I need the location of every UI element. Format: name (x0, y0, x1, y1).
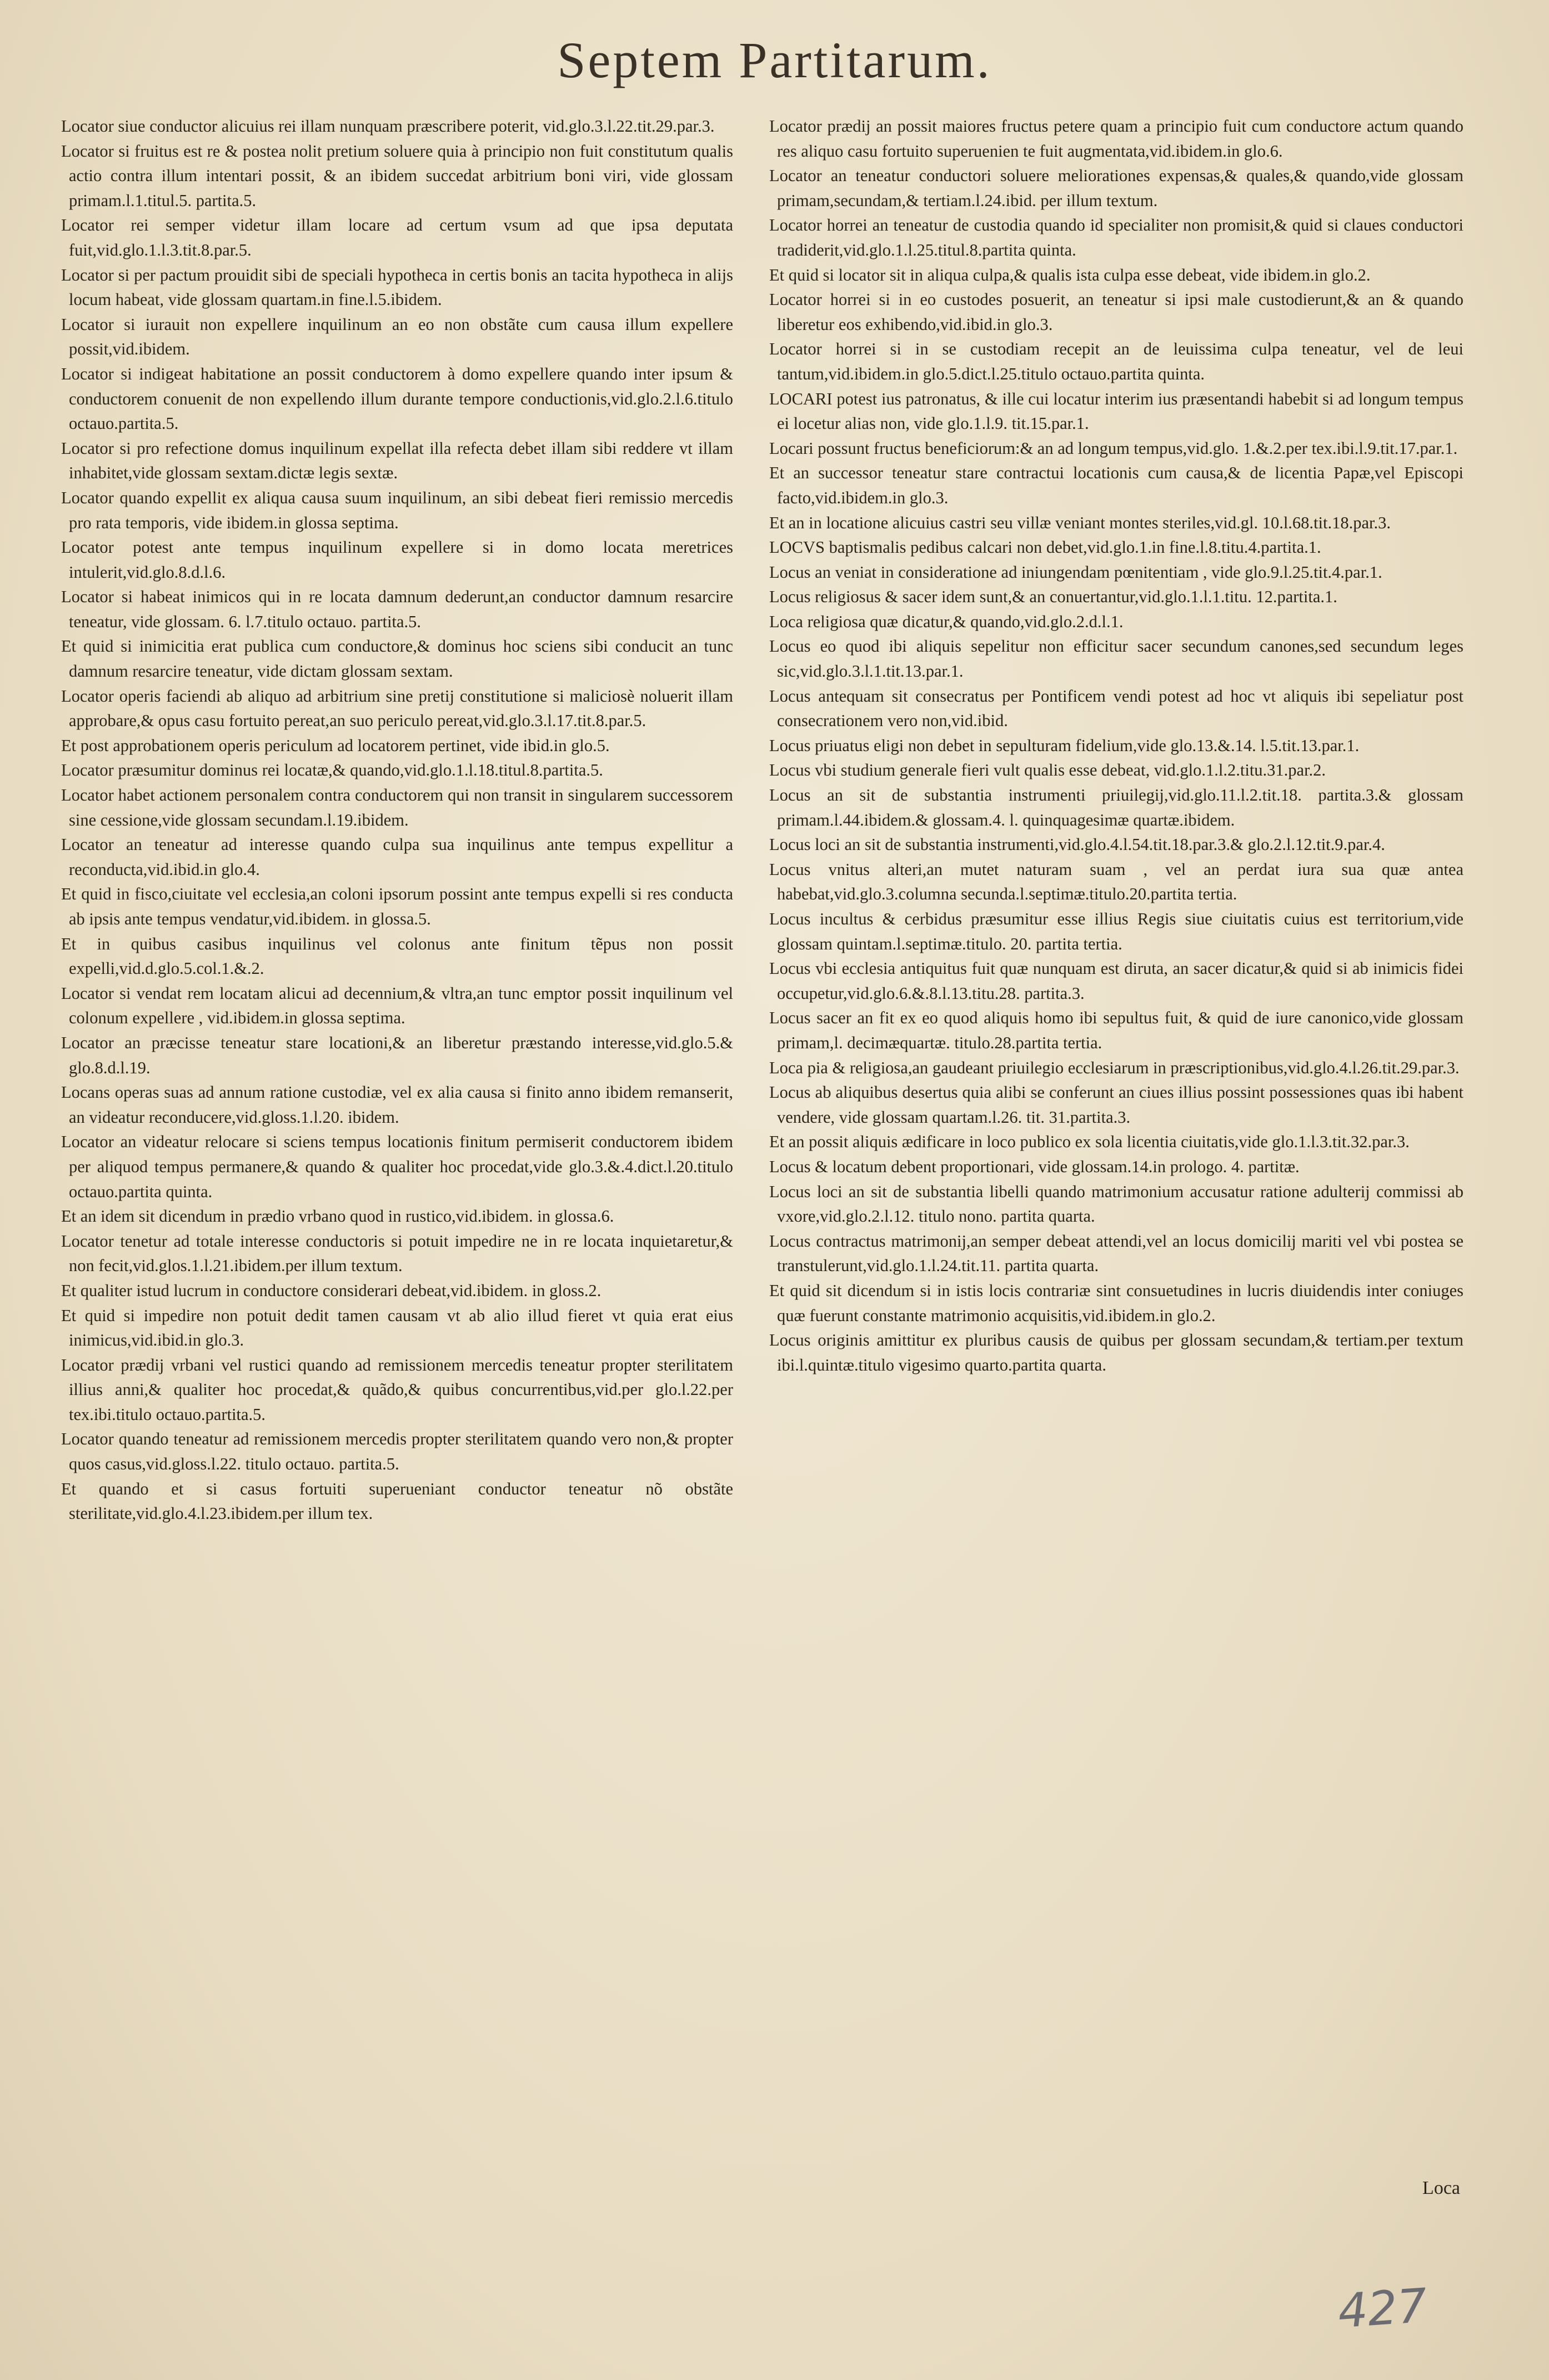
index-entry: Loca religiosa quæ dicatur,& quando,vid.glo.2.d.l.1. (769, 612, 1124, 631)
folio-number: 427 (1336, 2278, 1429, 2339)
index-entry: LOCARI potest ius patronatus, & ille cui locatur interim ius præsentandi habebit si ad longum tempus ei locetur alias non, vide glo.1.l.9. tit.15.par.1. (769, 389, 1463, 433)
index-entry: Locator prædij vrbani vel rustici quando ad remissionem mercedis teneatur propter sterilitatem illius anni,& qualiter hoc procedat,& quãdo,& quibus concurrentibus,vid.per glo.l.22.per tex.ibi.titulo octauo.partita.5. (61, 1355, 733, 1424)
index-entry: Et an successor teneatur stare contractui locationis cum causa,& de licentia Papæ,vel Episcopi facto,vid.ibidem.in glo.3. (769, 463, 1463, 507)
index-entry: Locus eo quod ibi aliquis sepelitur non efficitur sacer secundum canones,sed secundum leges sic,vid.glo.3.l.1.tit.13.par.1. (769, 637, 1463, 681)
index-entry: Et an idem sit dicendum in prædio vrbano quod in rustico,vid.ibidem. in glossa.6. (61, 1207, 614, 1226)
index-entry: Locator horrei si in se custodiam recepit an de leuissima culpa teneatur, vel de leui tantum,vid.ibidem.in glo.5.dict.l.25.titulo octauo.partita quinta. (769, 339, 1463, 383)
index-entry: Locus vbi ecclesia antiquitus fuit quæ nunquam est diruta, an sacer dicatur,& quid si ab inimicis fidei occupetur,vid.glo.6.&.8.l.13.titu.28. partita.3. (769, 959, 1463, 1003)
index-entry: Locans operas suas ad annum ratione custodiæ, vel ex alia causa si finito anno ibidem remanserit, an videatur reconducere,vid.gloss.1.l.20. ibidem. (61, 1083, 733, 1127)
catchword: Loca (1422, 2178, 1460, 2198)
index-entry: Locator quando teneatur ad remissionem mercedis propter sterilitatem quando vero non,& propter quos casus,vid.gloss.l.22. titulo octauo. partita.5. (61, 1429, 733, 1474)
index-entry: Locator si fruitus est re & postea nolit pretium soluere quia à principio non fuit constitutum qualis actio contra illum intentari possit, & an ibidem succedat arbitrium boni viri, vide glossam primam.l.1.titul.5. partita.5. (61, 141, 733, 210)
index-entry: Et an in locatione alicuius castri seu villæ veniant montes steriles,vid.gl. 10.l.68.tit.18.par.3. (769, 513, 1391, 532)
left-column (61, 114, 733, 1526)
index-entry: Locator habet actionem personalem contra conductorem qui non transit in singularem successorem sine cessione,vide glossam secundam.l.19.ibidem. (61, 786, 733, 829)
index-entry: Et post approbationem operis periculum ad locatorem pertinet, vide ibid.in glo.5. (61, 736, 610, 755)
index-entry: Locus priuatus eligi non debet in sepulturam fidelium,vide glo.13.&.14. l.5.tit.13.par.1. (769, 736, 1360, 755)
index-entry: Locator rei semper videtur illam locare ad certum vsum ad que ipsa deputata fuit,vid.glo.1.l.3.tit.8.par.5. (61, 216, 733, 259)
index-entry: Locator si indigeat habitatione an possit conductorem à domo expellere quando inter ipsum & conductorem conuenit de non expellendo illum durante tempore conductionis,vid.glo.2.l.6.titulo octauo.partita.5. (61, 364, 733, 433)
index-entry: Locator an videatur relocare si sciens tempus locationis finitum permiserit conductorem ibidem per aliquod tempus permanere,& quando & qualiter hoc procedat,vide glo.3.&.4.dict.l.20.titulo octauo.partita quinta. (61, 1132, 733, 1201)
index-entry: Locator an teneatur conductori soluere meliorationes expensas,& quales,& quando,vide glossam primam,secundam,& tertiam.l.24.ibid. per illum textum. (769, 166, 1463, 210)
index-entry: Locari possunt fructus beneficiorum:& an ad longum tempus,vid.glo. 1.&.2.per tex.ibi.l.9.tit.17.par.1. (769, 438, 1458, 458)
index-entry: Locus an veniat in consideratione ad iniungendam pœnitentiam , vide glo.9.l.25.tit.4.par.1. (769, 562, 1382, 582)
index-entry: Locator si iurauit non expellere inquilinum an eo non obstãte cum causa illum expellere possit,vid.ibidem. (61, 314, 733, 359)
index-entry: Loca pia & religiosa,an gaudeant priuilegio ecclesiarum in præscriptionibus,vid.glo.4.l.26.tit.29.par.3. (769, 1058, 1460, 1077)
index-entry: Locus sacer an fit ex eo quod aliquis homo ibi sepultus fuit, & quid de iure canonico,vide glossam primam,l. decimæquartæ. titulo.28.partita tertia. (769, 1008, 1463, 1052)
index-entry: Locator si pro refectione domus inquilinum expellat illa refecta debet illam sibi reddere vt illam inhabitet,vide glossam sextam.dictæ legis sextæ. (61, 438, 733, 483)
index-entry: Et in quibus casibus inquilinus vel colonus ante finitum tẽpus non possit expelli,vid.d.glo.5.col.1.&.2. (61, 934, 733, 978)
index-entry: Locus contractus matrimonij,an semper debeat attendi,vel an locus domicilij mariti vel vbi postea se transtulerunt,vid.glo.1.l.24.tit.11. partita quarta. (769, 1231, 1463, 1276)
index-entry: Locus vnitus alteri,an mutet naturam suam , vel an perdat iura sua quæ antea habebat,vid.glo.3.columna secunda.l.septimæ.titulo.20.partita tertia. (769, 859, 1463, 904)
index-entry: Locator tenetur ad totale interesse conductoris si potuit impedire ne in re locata inquietaretur,& non fecit,vid.glos.1.l.21.ibidem.per illum textum. (61, 1231, 733, 1276)
index-entry: Locus incultus & cerbidus præsumitur esse illius Regis siue ciuitatis cuius est territorium,vide glossam quintam.l.septimæ.titulo. 20. partita tertia. (769, 909, 1463, 953)
index-entry: Et quid si impedire non potuit dedit tamen causam vt ab alio illud fieret vt quia erat eius inimicus,vid.ibid.in glo.3. (61, 1306, 733, 1350)
index-entry: Locator an teneatur ad interesse quando culpa sua inquilinus ante tempus expellitur a reconducta,vid.ibid.in glo.4. (61, 835, 733, 879)
index-entry: Locator si habeat inimicos qui in re locata damnum dederunt,an conductor damnum resarcire teneatur, vide glossam. 6. l.7.titulo octauo. partita.5. (61, 587, 733, 631)
index-entry: Locator præsumitur dominus rei locatæ,& quando,vid.glo.1.l.18.titul.8.partita.5. (61, 761, 603, 780)
index-entry: Et quando et si casus fortuiti superueniant conductor teneatur nõ obstãte sterilitate,vid.glo.4.l.23.ibidem.per illum tex. (61, 1479, 733, 1523)
index-entry: LOCVS baptismalis pedibus calcari non debet,vid.glo.1.in fine.l.8.titu.4.partita.1. (769, 538, 1321, 557)
index-entry: Locator si per pactum prouidit sibi de speciali hypotheca in certis bonis an tacita hypotheca in alijs locum habeat, vide glossam quartam.in fine.l.5.ibidem. (61, 265, 733, 309)
index-entry: Locus loci an sit de substantia instrumenti,vid.glo.4.l.54.tit.18.par.3.& glo.2.l.12.tit.9.par.4. (769, 835, 1385, 854)
index-entry: Locus religiosus & sacer idem sunt,& an conuertantur,vid.glo.1.l.1.titu. 12.partita.1. (769, 587, 1337, 607)
index-entry: Et quid in fisco,ciuitate vel ecclesia,an coloni ipsorum possint ante tempus expelli si res conducta ab ipsis ante tempus vendatur,vid.ibidem. in glossa.5. (61, 884, 733, 928)
index-entry: Locator prædij an possit maiores fructus petere quam a principio fuit cum conductore actum quando res aliquo casu fortuito superuenien te fuit augmentata,vid.ibidem.in glo.6. (769, 117, 1463, 161)
index-entry: Locator horrei si in eo custodes posuerit, an teneatur si ipsi male custodierunt,& an & quando liberetur eos exhibendo,vid.ibid.in glo.3. (769, 290, 1463, 334)
index-entry: Locus antequam sit consecratus per Pontificem vendi potest ad hoc vt aliquis ibi sepeliatur post consecrationem vero non,vid.ibid. (769, 686, 1463, 731)
index-entry: Locator siue conductor alicuius rei illam nunquam præscribere poterit, vid.glo.3.l.22.tit.29.par.3. (61, 117, 715, 136)
index-entry: Et quid si locator sit in aliqua culpa,& qualis ista culpa esse debeat, vide ibidem.in glo.2. (769, 265, 1371, 284)
index-entry: Et qualiter istud lucrum in conductore considerari debeat,vid.ibidem. in gloss.2. (61, 1281, 601, 1300)
index-entry: Locus originis amittitur ex pluribus causis de quibus per glossam secundam,& tertiam.per textum ibi.l.quintæ.titulo vigesimo quarto.partita quarta. (769, 1331, 1463, 1374)
index-entry: Locator potest ante tempus inquilinum expellere si in domo locata meretrices intulerit,vid.glo.8.d.l.6. (61, 538, 733, 582)
index-entry: Locator si vendat rem locatam alicui ad decennium,& vltra,an tunc emptor possit inquilinum vel colonum expellere , vid.ibidem.in glossa septima. (61, 983, 733, 1028)
index-entry: Locator horrei an teneatur de custodia quando id specialiter non promisit,& quid si claues conductori tradiderit,vid.glo.1.l.25.titul.8.partita quinta. (769, 216, 1463, 259)
index-entry: Et quid si inimicitia erat publica cum conductore,& dominus hoc sciens sibi conducit an tunc damnum resarcire teneatur, vide dictam glossam sextam. (61, 637, 733, 681)
index-entry: Locator quando expellit ex aliqua causa suum inquilinum, an sibi debeat fieri remissio mercedis pro rata temporis, vide ibidem.in glossa septima. (61, 488, 733, 532)
index-entry: Locator operis faciendi ab aliquo ad arbitrium sine pretij constitutione si maliciosè noluerit illam approbare,& opus casu fortuito pereat,an suo periculo pereat,vid.glo.3.l.17.tit.8.par.5. (61, 686, 733, 731)
index-entry: Et quid sit dicendum si in istis locis contrariæ sint consuetudines in lucris diuidendis inter coniuges quæ fuerunt constante matrimonio acquisitis,vid.ibidem.in glo.2. (769, 1281, 1463, 1325)
right-column (769, 114, 1463, 1377)
index-entry: Locus ab aliquibus desertus quia alibi se conferunt an ciues illius possint possessiones quas ibi habent vendere, vide glossam quartam.l.26. tit. 31.partita.3. (769, 1083, 1463, 1127)
index-entry: Locus & locatum debent proportionari, vide glossam.14.in prologo. 4. partitæ. (769, 1157, 1300, 1176)
index-entry: Locator an præcisse teneatur stare locationi,& an liberetur præstando interesse,vid.glo.5.& glo.8.d.l.19. (61, 1033, 733, 1077)
page-title: Septem Partitarum. (557, 32, 992, 88)
index-entry: Et an possit aliquis ædificare in loco publico ex sola licentia ciuitatis,vide glo.1.l.3.tit.32.par.3. (769, 1132, 1410, 1152)
index-entry: Locus vbi studium generale fieri vult qualis esse debeat, vid.glo.1.l.2.titu.31.par.2. (769, 761, 1326, 780)
index-entry: Locus loci an sit de substantia libelli quando matrimonium accusatur ratione adulterij commissi ab vxore,vid.glo.2.l.12. titulo nono. partita quarta. (769, 1182, 1463, 1226)
index-entry: Locus an sit de substantia instrumenti priuilegij,vid.glo.11.l.2.tit.18. partita.3.& glossam primam.l.44.ibidem.& glossam.4. l. quinquagesimæ quartæ.ibidem. (769, 786, 1463, 829)
